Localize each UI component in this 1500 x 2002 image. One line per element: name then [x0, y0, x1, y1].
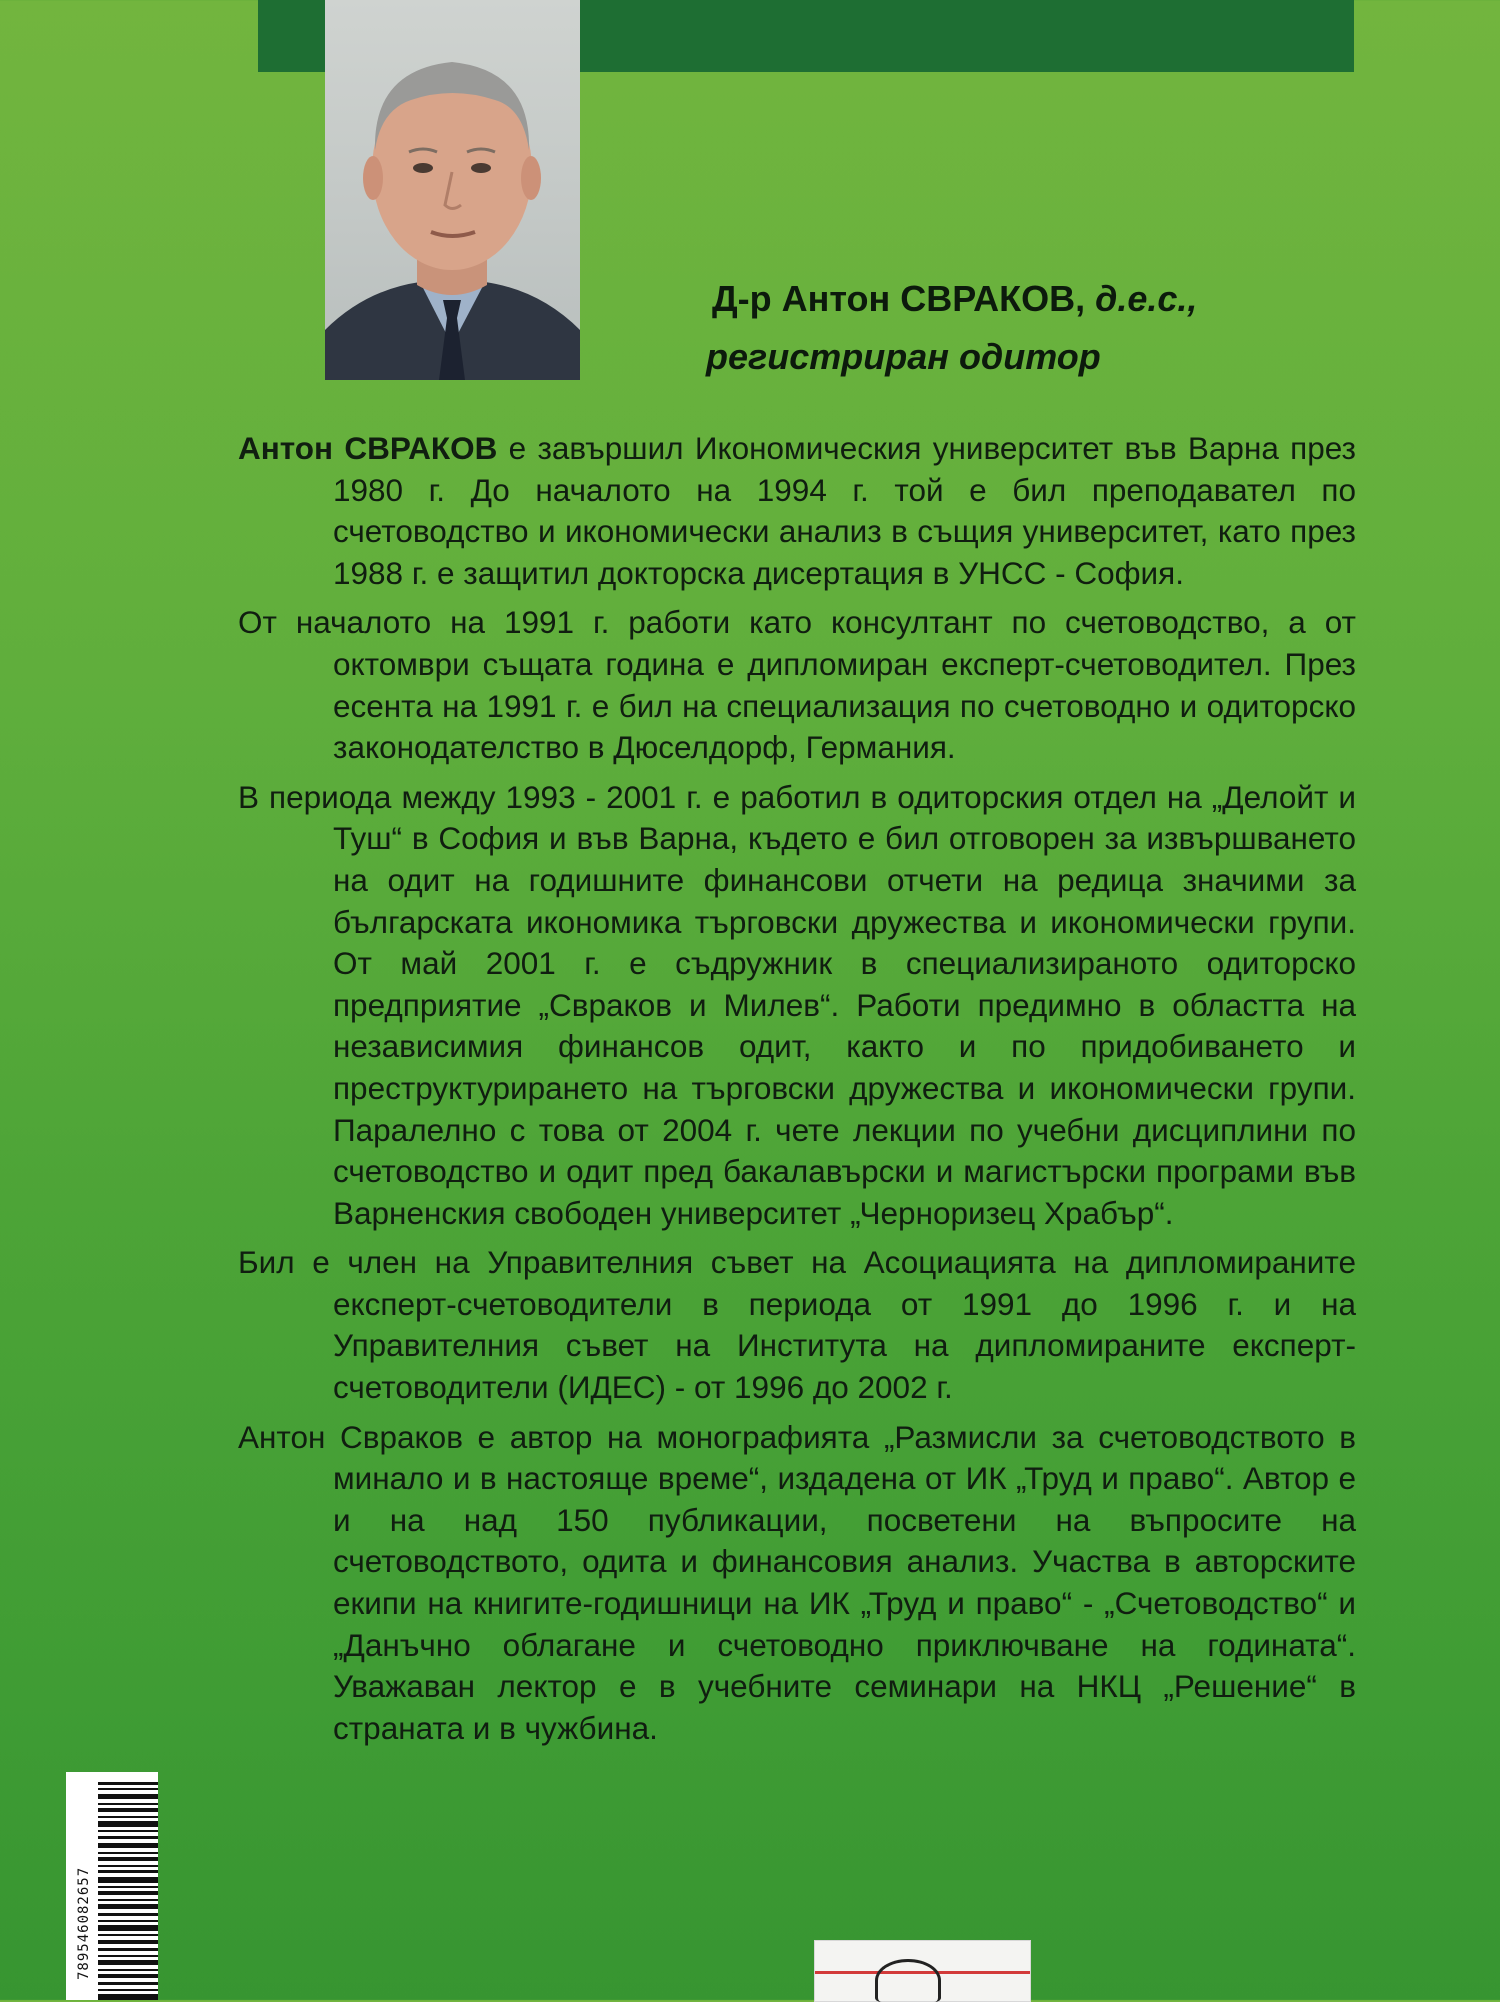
author-biography: [238, 428, 1356, 1757]
author-portrait: [325, 0, 580, 380]
bio-paragraph-1-text: е завършил Икономическия университет във Варна през 1980 г. До началото на 1994 г. той е бил преподавател по счетоводство и икономически анализ в същия университет, като през 1988 г. е защитил докторска дисертация в УНСС - София.: [333, 430, 1356, 591]
author-title: регистриран одитор: [706, 336, 1101, 377]
price-sticker: [814, 1940, 1031, 2002]
author-name: [712, 278, 1197, 320]
bio-paragraph-4: Бил е член на Управителния съвет на Асоциацията на дипломираните експерт-счетоводители в периода от 1991 до 1996 г. и на Управителния съвет на Института на дипломираните експерт-счетоводители (ИДЕС) - от 1996 до 2002 г.: [238, 1244, 1356, 1406]
bio-lead-name: Антон СВРАКОВ: [238, 430, 498, 466]
bio-paragraph-2: От началото на 1991 г. работи като консултант по счетоводство, а от октомври същата година е дипломиран експерт-счетоводител. През есента на 1991 г. е бил на специализация по счетоводно и одиторско законодателство в Дюселдорф, Германия.: [238, 604, 1356, 766]
sticker-handwriting: [875, 1959, 941, 2002]
author-degree: д.е.с.,: [1095, 278, 1198, 319]
barcode-digits: 789546082657: [76, 1866, 92, 1980]
bio-paragraph-3: В периода между 1993 - 2001 г. е работил в одиторския отдел на „Делойт и Туш“ в София и във Варна, където е бил отговорен за извършването на одит на годишните финансови отчети на редица значими за българската икономика търговски дружества и икономически групи. От май 2001 г. е съдружник в специализираното одиторско предприятие „Свраков и Милев“. Работи предимно в областта на независимия финансов одит, както и по придобиването и преструктурирането на търговски дружества и икономически групи. Паралелно с това от 2004 г. чете лекции по учебни дисциплини по счетоводство и одит пред бакалавърски и магистърски програми във Варненския свободен университет „Черноризец Храбър“.: [238, 778, 1356, 1231]
bio-paragraph-1: [238, 428, 1356, 594]
bio-paragraph-5: Антон Свраков е автор на монографията „Размисли за счетоводството в минало и в настояще време“, издадена от ИК „Труд и право“. Автор е и на над 150 публикации, посветени на въпросите на счетоводството, одита и финансовия анализ. Участва в авторските екипи на книгите-годишници на ИК „Труд и право“ - „Счетоводство“ и „Данъчно облагане и счетоводно приключване на годината“. Уважаван лектор е в учебните семинари на НКЦ „Решение“ в страната и в чужбина.: [238, 1418, 1356, 1746]
author-name-prefix: Д-р Антон СВРАКОВ,: [712, 278, 1086, 319]
